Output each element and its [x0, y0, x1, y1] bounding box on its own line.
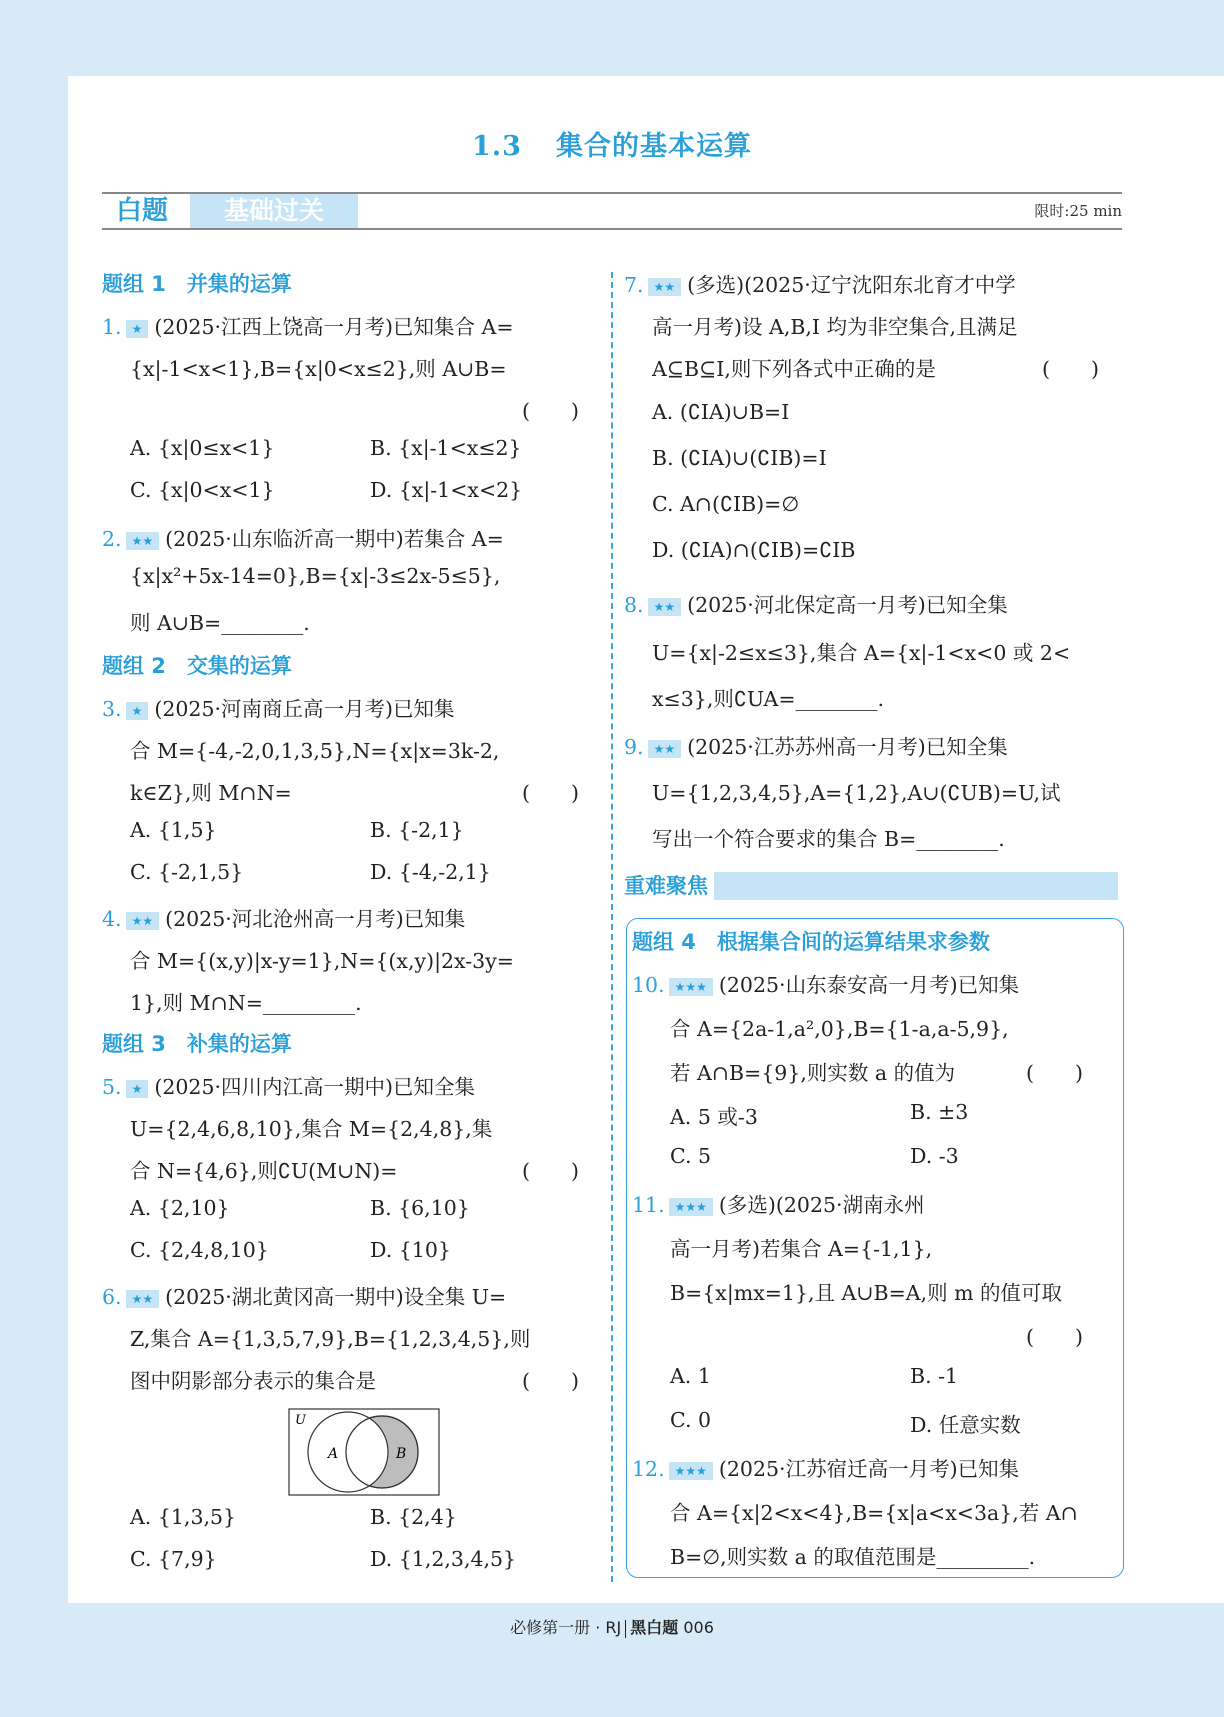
option-b: B. {-2,1} — [370, 818, 464, 842]
question-text: (2025·山东泰安高一月考)已知集 — [718, 973, 1020, 997]
answer-paren: ( ) — [522, 781, 579, 805]
question-number: 7. — [624, 273, 644, 297]
difficulty-badge: ★★★ — [669, 978, 713, 996]
option-b: B. {x|-1<x≤2} — [370, 436, 522, 460]
difficulty-badge: ★★ — [126, 912, 160, 930]
question-1-line-2: {x|-1<x<1},B={x|0<x≤2},则 A∪B= — [130, 357, 507, 381]
question-11-line-2: 高一月考)若集合 A={-1,1}, — [670, 1237, 933, 1261]
option-a: A. (∁IA)∪B=I — [652, 400, 790, 424]
question-3 — [102, 692, 455, 722]
question-text: (2025·河北保定高一月考)已知全集 — [687, 593, 1008, 617]
question-text: (2025·河南商丘高一月考)已知集 — [154, 697, 455, 721]
question-text: (2025·湖北黄冈高一期中)设全集 U= — [165, 1285, 507, 1309]
question-number: 8. — [624, 593, 644, 617]
question-7-line-3: A⊆B⊆I,则下列各式中正确的是 — [652, 357, 936, 381]
white-tag: 白题 — [116, 196, 169, 226]
question-text: (2025·四川内江高一期中)已知全集 — [154, 1075, 476, 1099]
option-d: D. {10} — [370, 1238, 451, 1262]
venn-label-a: A — [328, 1446, 339, 1462]
difficulty-badge: ★ — [126, 1080, 149, 1098]
question-4-line-2: 合 M={(x,y)|x-y=1},N={(x,y)|2x-3y= — [130, 949, 514, 973]
question-5-line-2: U={2,4,6,8,10},集合 M={2,4,8},集 — [130, 1117, 493, 1141]
group-heading-3: 题组 3 补集的运算 — [102, 1032, 292, 1056]
question-1 — [102, 310, 514, 340]
question-3-line-2: 合 M={-4,-2,0,1,3,5},N={x|x=3k-2, — [130, 739, 500, 763]
question-6-line-2: Z,集合 A={1,3,5,7,9},B={1,2,3,4,5},则 — [130, 1327, 531, 1351]
difficulty-badge: ★★ — [648, 278, 682, 296]
group-heading-2: 题组 2 交集的运算 — [102, 654, 292, 678]
group-heading-4: 题组 4 根据集合间的运算结果求参数 — [632, 930, 990, 954]
option-c: C. A∩(∁IB)=∅ — [652, 492, 800, 516]
question-2 — [102, 522, 504, 552]
question-5 — [102, 1070, 475, 1100]
answer-paren: ( ) — [1026, 1061, 1083, 1085]
question-10 — [632, 968, 1019, 998]
footer-series: 黑白题 — [630, 1618, 679, 1637]
answer-paren: ( ) — [522, 1369, 579, 1393]
option-c: C. {-2,1,5} — [130, 860, 244, 884]
answer-paren: ( ) — [522, 1159, 579, 1183]
difficulty-badge: ★★ — [126, 1290, 160, 1308]
question-text: (2025·河北沧州高一月考)已知集 — [165, 907, 466, 931]
question-9 — [624, 730, 1008, 760]
question-text: (2025·江苏宿迁高一月考)已知集 — [718, 1457, 1020, 1481]
question-number: 10. — [632, 973, 665, 997]
option-d: D. {1,2,3,4,5} — [370, 1547, 517, 1571]
answer-paren: ( ) — [1042, 357, 1099, 381]
question-text: (2025·江苏苏州高一月考)已知全集 — [687, 735, 1008, 759]
question-8-line-3: x≤3},则∁UA=________. — [652, 687, 885, 711]
question-text: (2025·江西上饶高一月考)已知集合 A= — [154, 315, 514, 339]
question-text: (多选)(2025·湖南永州 — [718, 1193, 925, 1217]
option-d: D. {x|-1<x<2} — [370, 478, 523, 502]
difficulty-badge: ★ — [126, 702, 149, 720]
question-number: 11. — [632, 1193, 665, 1217]
option-a: A. 1 — [670, 1364, 711, 1388]
question-5-line-3: 合 N={4,6},则∁U(M∪N)= — [130, 1159, 398, 1183]
difficulty-badge: ★★ — [648, 740, 682, 758]
question-12 — [632, 1452, 1019, 1482]
option-a: A. {1,5} — [130, 818, 217, 842]
option-d: D. {-4,-2,1} — [370, 860, 491, 884]
footer-book: 必修第一册 · RJ — [510, 1618, 622, 1637]
question-12-line-3: B=∅,则实数 a 的取值范围是_________. — [670, 1545, 1036, 1569]
question-number: 2. — [102, 527, 122, 551]
option-d: D. (∁IA)∩(∁IB)=∁IB — [652, 538, 856, 562]
option-a: A. {2,10} — [130, 1196, 230, 1220]
difficulty-badge: ★★ — [648, 598, 682, 616]
question-9-line-3: 写出一个符合要求的集合 B=________. — [652, 827, 1005, 851]
option-a: A. {1,3,5} — [130, 1505, 237, 1529]
option-c: C. {2,4,8,10} — [130, 1238, 269, 1262]
question-10-line-3: 若 A∩B={9},则实数 a 的值为 — [670, 1061, 956, 1085]
question-number: 1. — [102, 315, 122, 339]
answer-paren: ( ) — [1026, 1325, 1083, 1349]
venn-label-b: B — [396, 1446, 407, 1462]
column-divider — [611, 272, 613, 1582]
question-7-line-2: 高一月考)设 A,B,I 均为非空集合,且满足 — [652, 315, 1018, 339]
question-6-line-3: 图中阴影部分表示的集合是 — [130, 1369, 376, 1393]
option-d: D. 任意实数 — [910, 1413, 1021, 1437]
difficulty-badge: ★★★ — [669, 1462, 713, 1480]
section-header-bar — [102, 192, 1122, 230]
question-4 — [102, 902, 465, 932]
difficulty-badge: ★★★ — [669, 1198, 713, 1216]
option-b: B. {6,10} — [370, 1196, 470, 1220]
option-b: B. (∁IA)∪(∁IB)=I — [652, 446, 827, 470]
option-c: C. {x|0<x<1} — [130, 478, 275, 502]
time-limit: 限时:25 min — [1034, 202, 1122, 220]
question-12-line-2: 合 A={x|2<x<4},B={x|a<x<3a},若 A∩ — [670, 1501, 1078, 1525]
question-11 — [632, 1188, 925, 1218]
section-number: 1.3 — [472, 131, 522, 162]
venn-label-u: U — [295, 1413, 306, 1428]
question-4-line-3: 1},则 M∩N=_________. — [130, 991, 362, 1015]
question-9-line-2: U={1,2,3,4,5},A={1,2},A∪(∁UB)=U,试 — [652, 781, 1061, 805]
page-number: 006 — [683, 1618, 714, 1637]
question-2-line-2: {x|x²+5x-14=0},B={x|-3≤2x-5≤5}, — [130, 564, 501, 588]
focus-banner — [624, 872, 1118, 900]
question-2-line-3: 则 A∪B=________. — [130, 611, 310, 635]
option-c: C. 5 — [670, 1144, 712, 1168]
question-11-line-3: B={x|mx=1},且 A∪B=A,则 m 的值可取 — [670, 1281, 1063, 1305]
footer-separator — [625, 1620, 626, 1638]
option-a: A. 5 或-3 — [670, 1105, 758, 1129]
question-number: 4. — [102, 907, 122, 931]
option-b: B. {2,4} — [370, 1505, 457, 1529]
question-6 — [102, 1280, 506, 1310]
question-3-line-3: k∈Z},则 M∩N= — [130, 781, 292, 805]
difficulty-badge: ★★ — [126, 532, 160, 550]
section-title: 集合的基本运算 — [555, 131, 752, 162]
question-10-line-2: 合 A={2a-1,a²,0},B={1-a,a-5,9}, — [670, 1017, 1009, 1041]
page-footer — [0, 1615, 1224, 1638]
option-c: C. 0 — [670, 1408, 712, 1432]
option-d: D. -3 — [910, 1144, 959, 1168]
option-a: A. {x|0≤x<1} — [130, 436, 275, 460]
question-number: 12. — [632, 1457, 665, 1481]
question-number: 9. — [624, 735, 644, 759]
question-number: 3. — [102, 697, 122, 721]
question-8-line-2: U={x|-2≤x≤3},集合 A={x|-1<x<0 或 2< — [652, 641, 1071, 665]
question-number: 6. — [102, 1285, 122, 1309]
basic-label: 基础过关 — [190, 194, 358, 228]
group-heading-1: 题组 1 并集的运算 — [102, 272, 292, 296]
answer-paren: ( ) — [522, 399, 579, 423]
venn-diagram — [288, 1408, 440, 1496]
option-b: B. -1 — [910, 1364, 959, 1388]
option-c: C. {7,9} — [130, 1547, 217, 1571]
option-b: B. ±3 — [910, 1100, 969, 1124]
question-text: (2025·山东临沂高一期中)若集合 A= — [165, 527, 504, 551]
difficulty-badge: ★ — [126, 320, 149, 338]
page-title — [0, 124, 1224, 163]
focus-label: 重难聚焦 — [624, 868, 714, 904]
question-number: 5. — [102, 1075, 122, 1099]
question-7 — [624, 268, 1016, 298]
question-8 — [624, 588, 1008, 618]
question-text: (多选)(2025·辽宁沈阳东北育才中学 — [687, 273, 1016, 297]
